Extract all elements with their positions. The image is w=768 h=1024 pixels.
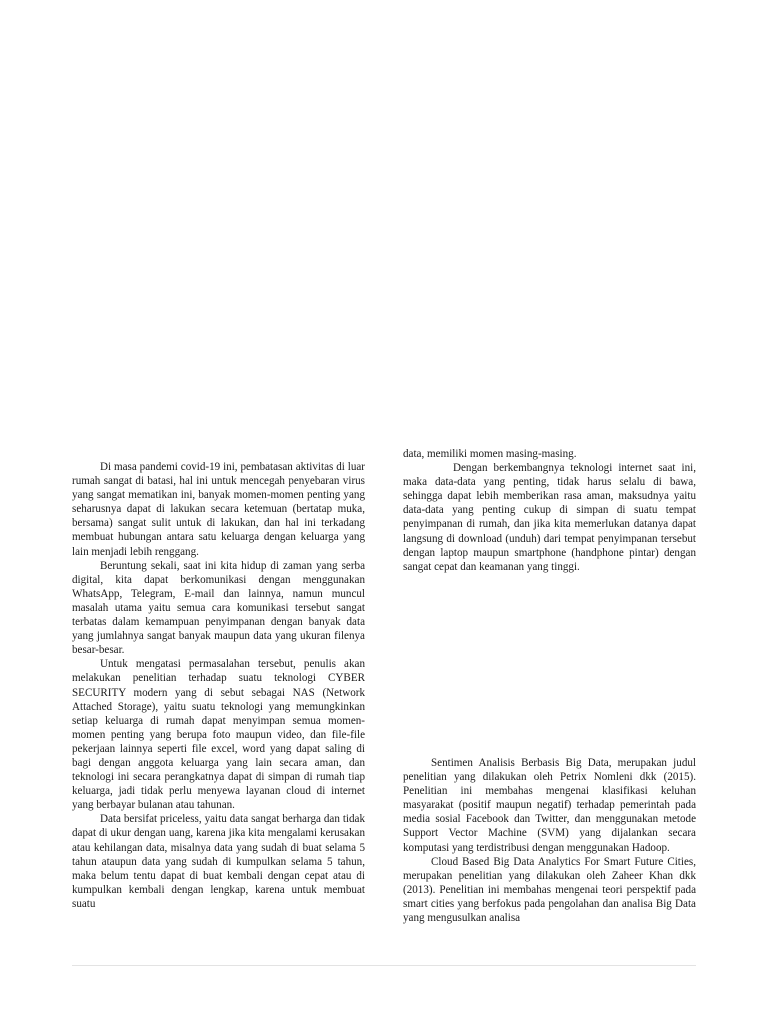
paragraph-pandemic: Di masa pandemi covid-19 ini, pembatasan aktivitas di luar rumah sangat di batasi, hal ini untuk mencegah penyebaran virus yang sangat mematikan ini, banyak momen-momen penting yang seharusnya dapat di lakukan secara ketemuan (bertatap muka, bersama) sangat sulit untuk di lakukan, dan hal ini terkadang membuat hubungan antara satu keluarga dengan keluarga yang lain menjadi lebih renggang. [72, 461, 365, 558]
right-text-column-bottom [403, 756, 696, 925]
paragraph-internet-technology: Dengan berkembangnya teknologi internet saat ini, maka data-data yang penting, tidak harus selalu di bawa, sehingga dapat lebih memberikan rasa aman, maksudnya yaitu data-data yang penting cukup di simpan di suatu tempat penyimpanan di rumah, dan jika kita memerlukan datanya dapat langsung di download (unduh) dari tempat penyimpanan tersebut dengan laptop maupun smartphone (handphone pintar) dengan sangat cepat dan keamanan yang tinggi. [403, 462, 696, 573]
left-text-column [72, 460, 365, 911]
right-text-column-top [403, 447, 696, 574]
paragraph-cloud-big-data: Cloud Based Big Data Analytics For Smart Future Cities, merupakan penelitian yang dilakukan oleh Zaheer Khan dkk (2013). Penelitian ini membahas mengenai teori perspektif pada smart cities yang berfokus pada pengolahan dan analisa Big Data yang mengusulkan analisa [403, 855, 696, 925]
paragraph-sentiment-analysis: Sentimen Analisis Berbasis Big Data, merupakan judul penelitian yang dilakukan oleh Petrix Nomleni dkk (2015). Penelitian ini membahas mengenai klasifikasi keluhan masyarakat (positif maupun negatif) terhadap pemerintah pada media sosial Facebook dan Twitter, dan menggunakan metode Support Vector Machine (SVM) yang dijalankan secara komputasi yang terdistribusi dengan menggunakan Hadoop. [403, 757, 696, 854]
paragraph-continuation: data, memiliki momen masing-masing. [403, 448, 577, 460]
paragraph-nas-research: Untuk mengatasi permasalahan tersebut, penulis akan melakukan penelitian terhadap suatu teknologi CYBER SECURITY modern yang di sebut sebagai NAS (Network Attached Storage), yaitu suatu teknologi yang memungkinkan setiap keluarga di rumah dapat menyimpan semua momen-momen penting yang berupa foto maupun video, dan file-file pekerjaan lainnya seperti file excel, word yang dapat saling di bagi dengan anggota keluarga yang lain secara aman, dan teknologi ini secara perangkatnya dapat di simpan di rumah tiap keluarga, jadi tidak perlu menyewa layanan cloud di internet yang berbayar bulanan atau tahunan. [72, 658, 365, 812]
paragraph-digital-communication: Beruntung sekali, saat ini kita hidup di zaman yang serba digital, kita dapat berkomunikasi dengan menggunakan WhatsApp, Telegram, E-mail dan lainnya, namun muncul masalah utama yaitu semua cara komunikasi tersebut sangat terbatas dalam kemampuan penyimpanan dengan banyak data yang jumlahnya sangat banyak maupun data yang ukuran filenya besar-besar. [72, 559, 365, 657]
footer-divider [72, 965, 696, 966]
paragraph-priceless-data: Data bersifat priceless, yaitu data sangat berharga dan tidak dapat di ukur dengan uang, karena jika kita mengalami kerusakan atau kehilangan data, misalnya data yang sudah di buat selama 5 tahun ataupun data yang sudah di kumpulkan selama 5 tahun, maka belum tentu dapat di buat kembali dengan cepat atau di kumpulkan kembali dengan lengkap, karena untuk membuat suatu [72, 813, 365, 910]
